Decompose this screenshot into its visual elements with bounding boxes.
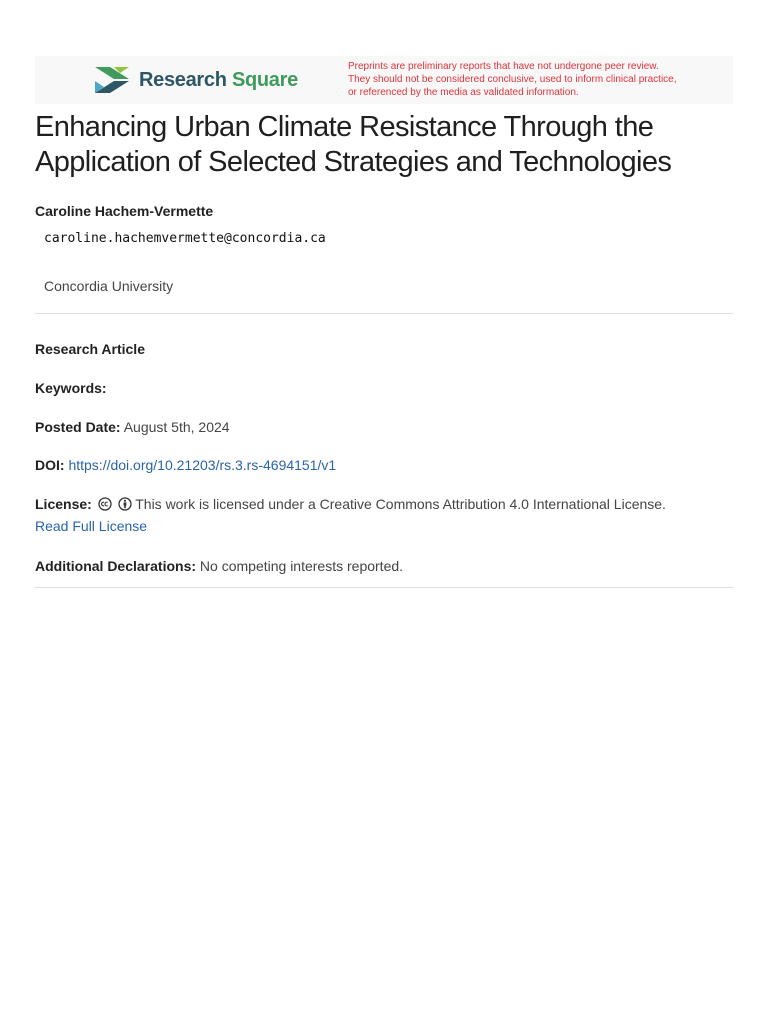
license-label: License: bbox=[35, 496, 92, 512]
divider bbox=[35, 587, 733, 588]
notice-line: Preprints are preliminary reports that have not undergone peer review. bbox=[348, 61, 659, 72]
creative-commons-icon bbox=[98, 497, 112, 511]
doi-label: DOI: bbox=[35, 457, 65, 473]
posted-date-label: Posted Date: bbox=[35, 419, 121, 435]
notice-line: They should not be considered conclusive, used to inform clinical practice, bbox=[348, 74, 677, 85]
posted-date-row bbox=[35, 416, 735, 438]
logo-text bbox=[139, 69, 298, 92]
license-row bbox=[35, 493, 735, 537]
divider bbox=[35, 313, 733, 314]
declarations-value: No competing interests reported. bbox=[199, 558, 404, 574]
logo-word-research: Research bbox=[139, 68, 227, 91]
posted-date-value: August 5th, 2024 bbox=[123, 419, 230, 435]
notice-line: or referenced by the media as validated information. bbox=[348, 87, 579, 98]
license-text: This work is licensed under a Creative Commons Attribution 4.0 International License. bbox=[135, 496, 666, 512]
author-email[interactable]: caroline.hachemvermette@concordia.ca bbox=[44, 231, 326, 246]
author-affiliation: Concordia University bbox=[44, 278, 174, 294]
paper-title: Enhancing Urban Climate Resistance Through the Application of Selected Strategies and Technologies bbox=[35, 111, 672, 178]
preprint-notice bbox=[348, 60, 728, 99]
article-type bbox=[35, 338, 735, 360]
research-square-logo[interactable] bbox=[93, 64, 298, 96]
doi-link[interactable]: https://doi.org/10.21203/rs.3.rs-4694151/v1 bbox=[68, 457, 337, 473]
author-name[interactable]: Caroline Hachem-Vermette bbox=[35, 203, 214, 219]
research-square-logo-icon bbox=[93, 65, 131, 95]
keywords-label: Keywords: bbox=[35, 380, 107, 396]
read-full-license-link[interactable]: Read Full License bbox=[35, 518, 148, 534]
declarations-row bbox=[35, 555, 735, 577]
keywords-row bbox=[35, 377, 735, 399]
declarations-label: Additional Declarations: bbox=[35, 558, 197, 574]
article-type-label: Research Article bbox=[35, 341, 145, 357]
logo-word-square: Square bbox=[231, 68, 298, 91]
doi-row bbox=[35, 454, 735, 476]
attribution-icon bbox=[118, 497, 132, 511]
